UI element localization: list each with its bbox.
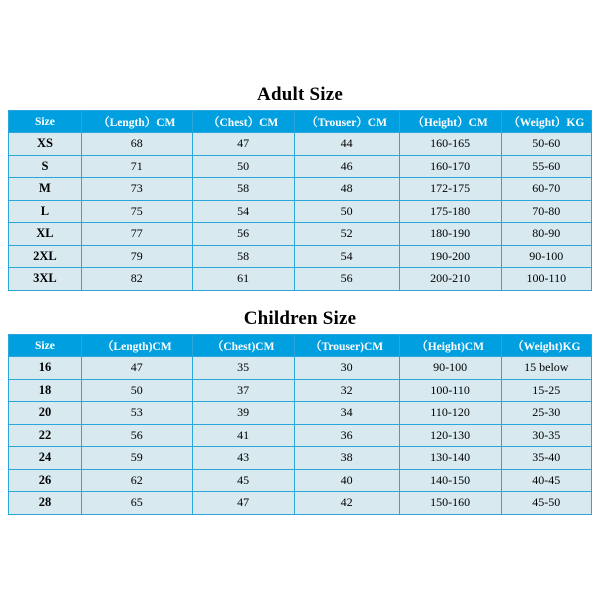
adult-size-block (8, 84, 592, 291)
cell-size: 26 (9, 469, 82, 492)
cell-weight: 15-25 (501, 379, 591, 402)
children-size-block (8, 308, 592, 515)
cell-length: 75 (81, 200, 192, 223)
column-header-height: （Height)CM (399, 335, 501, 357)
table-row (9, 402, 592, 425)
cell-height: 90-100 (399, 357, 501, 380)
table-row (9, 447, 592, 470)
cell-height: 160-170 (399, 155, 501, 178)
cell-chest: 58 (192, 178, 294, 201)
cell-height: 160-165 (399, 133, 501, 156)
cell-length: 53 (81, 402, 192, 425)
column-header-size: Size (9, 335, 82, 357)
cell-weight: 25-30 (501, 402, 591, 425)
cell-height: 150-160 (399, 492, 501, 515)
cell-size: L (9, 200, 82, 223)
cell-weight: 30-35 (501, 424, 591, 447)
table-header-row (9, 111, 592, 133)
cell-height: 140-150 (399, 469, 501, 492)
cell-height: 190-200 (399, 245, 501, 268)
cell-trouser: 42 (294, 492, 399, 515)
cell-chest: 43 (192, 447, 294, 470)
children-size-table (8, 334, 592, 515)
column-header-length: （Length）CM (81, 111, 192, 133)
cell-chest: 35 (192, 357, 294, 380)
cell-trouser: 38 (294, 447, 399, 470)
cell-height: 110-120 (399, 402, 501, 425)
adult-size-title: Adult Size (257, 84, 343, 105)
cell-size: 16 (9, 357, 82, 380)
cell-weight: 40-45 (501, 469, 591, 492)
column-header-size: Size (9, 111, 82, 133)
cell-trouser: 48 (294, 178, 399, 201)
table-row (9, 245, 592, 268)
cell-chest: 47 (192, 133, 294, 156)
table-row (9, 357, 592, 380)
column-header-height: （Height）CM (399, 111, 501, 133)
cell-length: 73 (81, 178, 192, 201)
cell-length: 82 (81, 268, 192, 291)
column-header-trouser: （Trouser）CM (294, 111, 399, 133)
table-row (9, 268, 592, 291)
table-row (9, 200, 592, 223)
cell-length: 47 (81, 357, 192, 380)
cell-trouser: 54 (294, 245, 399, 268)
cell-trouser: 56 (294, 268, 399, 291)
cell-weight: 90-100 (501, 245, 591, 268)
cell-trouser: 36 (294, 424, 399, 447)
cell-trouser: 30 (294, 357, 399, 380)
cell-length: 62 (81, 469, 192, 492)
table-header-row (9, 335, 592, 357)
column-header-trouser: （Trouser)CM (294, 335, 399, 357)
cell-length: 68 (81, 133, 192, 156)
cell-height: 130-140 (399, 447, 501, 470)
table-row (9, 492, 592, 515)
cell-chest: 50 (192, 155, 294, 178)
cell-weight: 15 below (501, 357, 591, 380)
cell-size: 18 (9, 379, 82, 402)
cell-length: 65 (81, 492, 192, 515)
cell-height: 175-180 (399, 200, 501, 223)
table-row (9, 178, 592, 201)
cell-weight: 50-60 (501, 133, 591, 156)
cell-length: 79 (81, 245, 192, 268)
cell-height: 100-110 (399, 379, 501, 402)
cell-trouser: 50 (294, 200, 399, 223)
table-row (9, 133, 592, 156)
cell-chest: 47 (192, 492, 294, 515)
column-header-chest: （Chest)CM (192, 335, 294, 357)
column-header-chest: （Chest）CM (192, 111, 294, 133)
table-row (9, 469, 592, 492)
cell-height: 200-210 (399, 268, 501, 291)
cell-size: 2XL (9, 245, 82, 268)
cell-chest: 39 (192, 402, 294, 425)
cell-size: 3XL (9, 268, 82, 291)
cell-height: 172-175 (399, 178, 501, 201)
cell-weight: 55-60 (501, 155, 591, 178)
cell-chest: 41 (192, 424, 294, 447)
cell-chest: 61 (192, 268, 294, 291)
cell-size: XL (9, 223, 82, 246)
adult-size-table (8, 110, 592, 291)
cell-weight: 70-80 (501, 200, 591, 223)
cell-length: 56 (81, 424, 192, 447)
cell-trouser: 40 (294, 469, 399, 492)
table-row (9, 155, 592, 178)
cell-height: 120-130 (399, 424, 501, 447)
cell-length: 59 (81, 447, 192, 470)
column-header-weight: （Weight)KG (501, 335, 591, 357)
column-header-length: （Length)CM (81, 335, 192, 357)
cell-size: 24 (9, 447, 82, 470)
cell-weight: 35-40 (501, 447, 591, 470)
column-header-weight: （Weight）KG (501, 111, 591, 133)
cell-height: 180-190 (399, 223, 501, 246)
cell-trouser: 46 (294, 155, 399, 178)
cell-weight: 80-90 (501, 223, 591, 246)
cell-weight: 100-110 (501, 268, 591, 291)
cell-trouser: 44 (294, 133, 399, 156)
cell-size: 28 (9, 492, 82, 515)
cell-length: 71 (81, 155, 192, 178)
cell-chest: 45 (192, 469, 294, 492)
cell-trouser: 52 (294, 223, 399, 246)
cell-chest: 56 (192, 223, 294, 246)
table-row (9, 223, 592, 246)
cell-trouser: 32 (294, 379, 399, 402)
cell-chest: 37 (192, 379, 294, 402)
cell-size: 22 (9, 424, 82, 447)
cell-weight: 45-50 (501, 492, 591, 515)
cell-chest: 54 (192, 200, 294, 223)
cell-size: M (9, 178, 82, 201)
children-size-title: Children Size (243, 308, 357, 329)
cell-size: 20 (9, 402, 82, 425)
cell-chest: 58 (192, 245, 294, 268)
cell-length: 50 (81, 379, 192, 402)
cell-weight: 60-70 (501, 178, 591, 201)
table-row (9, 379, 592, 402)
cell-size: XS (9, 133, 82, 156)
table-row (9, 424, 592, 447)
cell-size: S (9, 155, 82, 178)
cell-trouser: 34 (294, 402, 399, 425)
cell-length: 77 (81, 223, 192, 246)
